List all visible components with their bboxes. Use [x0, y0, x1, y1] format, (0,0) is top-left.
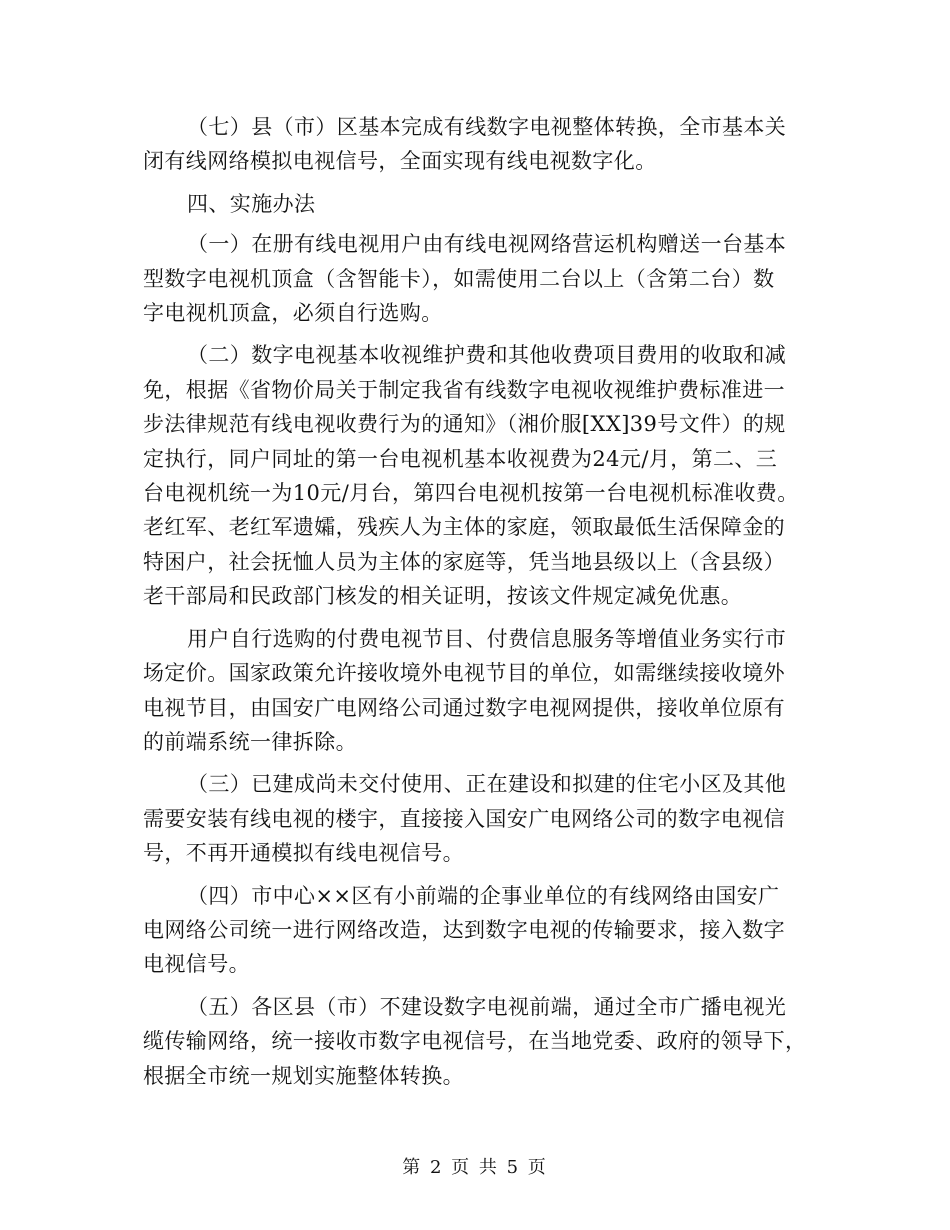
text-line: 的前端系统一律拆除。	[143, 729, 357, 754]
text-line: 台电视机统一为10元/月台，第四台电视机按第一台电视机标准收费。	[143, 481, 799, 506]
text-line: 号，不再开通模拟有线电视信号。	[143, 841, 464, 866]
text-line: （五）各区县（市）不建设数字电视前端，通过全市广播电视光	[187, 994, 787, 1019]
text-line: 老干部局和民政部门核发的相关证明，按该文件规定减免优惠。	[143, 584, 743, 609]
text-line: 字电视机顶盒，必须自行选购。	[143, 301, 443, 326]
paragraph	[143, 879, 808, 982]
text-line: 定执行，同户同址的第一台电视机基本收视费为24元/月，第二、三	[143, 446, 778, 471]
text-line: 缆传输网络，统一接收市数字电视信号，在当地党委、政府的领导下，	[143, 1029, 807, 1054]
text-line: 用户自行选购的付费电视节目、付费信息服务等增值业务实行市	[187, 626, 787, 651]
text-line: 特困户，社会抚恤人员为主体的家庭等，凭当地县级以上（含县级）	[143, 549, 785, 574]
paragraph	[143, 767, 808, 870]
page-number-footer: 第 2 页 共 5 页	[402, 1157, 548, 1178]
text-line: 电视信号。	[143, 952, 250, 977]
text-line: 电网络公司统一进行网络改造，达到数字电视的传输要求，接入数字	[143, 917, 785, 942]
text-line: 闭有线网络模拟电视信号，全面实现有线电视数字化。	[143, 149, 657, 174]
text-line: 需要安装有线电视的楼宇，直接接入国安广电网络公司的数字电视信	[143, 806, 785, 831]
paragraph	[143, 227, 808, 330]
text-line: 电视节目，由国安广电网络公司通过数字电视网提供，接收单位原有	[143, 695, 785, 720]
paragraph	[143, 338, 808, 613]
section-heading	[143, 187, 808, 221]
paragraph	[143, 990, 808, 1093]
paragraph	[143, 622, 808, 760]
paragraph	[143, 110, 808, 179]
text-line: 根据全市统一规划实施整体转换。	[143, 1063, 464, 1088]
text-line: 场定价。国家政策允许接收境外电视节目的单位，如需继续接收境外	[143, 661, 785, 686]
text-line: （二）数字电视基本收视维护费和其他收费项目费用的收取和减	[187, 343, 787, 368]
text-line: （七）县（市）区基本完成有线数字电视整体转换，全市基本关	[187, 115, 787, 139]
document-body	[143, 110, 808, 1093]
text-line: 步法律规范有线电视收费行为的通知》（湘价服[XX]39号文件）的规	[143, 412, 786, 437]
text-line: （三）已建成尚未交付使用、正在建设和拟建的住宅小区及其他	[187, 772, 787, 797]
text-line: （一）在册有线电视用户由有线电视网络营运机构赠送一台基本	[187, 232, 787, 257]
text-line: 型数字电视机顶盒（含智能卡），如需使用二台以上（含第二台）数	[143, 266, 775, 291]
text-line: 老红军、老红军遗孀，残疾人为主体的家庭，领取最低生活保障金的	[143, 515, 785, 540]
text-line: 四、实施办法	[187, 191, 316, 216]
text-line: （四）市中心××区有小前端的企事业单位的有线网络由国安广	[187, 883, 780, 908]
text-line: 免，根据《省物价局关于制定我省有线数字电视收视维护费标准进一	[143, 377, 785, 402]
